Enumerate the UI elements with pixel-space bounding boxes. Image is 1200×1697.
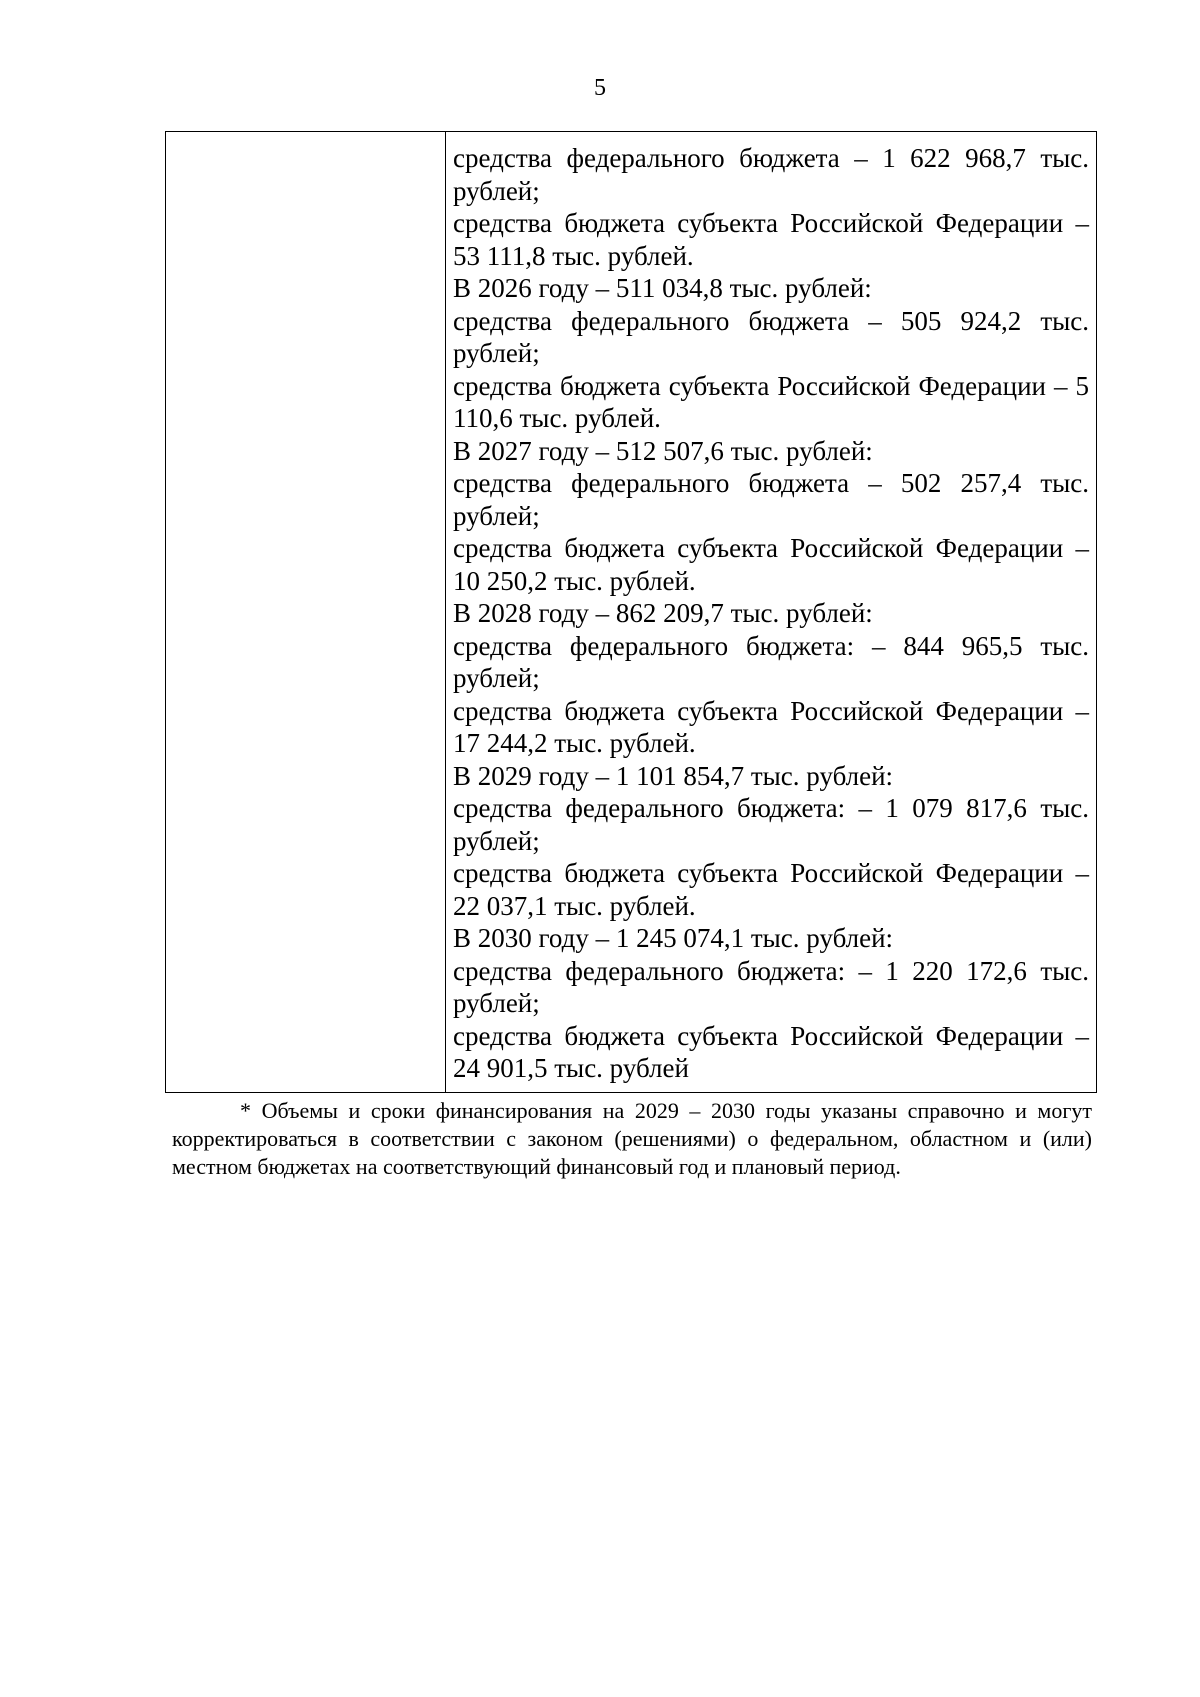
- table-row: [166, 132, 1097, 1093]
- financing-line: средства федерального бюджета: – 1 079 817,6 тыс. рублей;: [453, 793, 1089, 856]
- financing-line: средства федерального бюджета – 1 622 968,7 тыс. рублей;: [453, 143, 1089, 206]
- financing-line: средства бюджета субъекта Российской Федерации – 10 250,2 тыс. рублей.: [453, 533, 1089, 596]
- table-cell-right: [446, 132, 1097, 1093]
- financing-line: В 2030 году – 1 245 074,1 тыс. рублей:: [453, 923, 894, 953]
- page-number: 5: [594, 75, 606, 101]
- footnote: * Объемы и сроки финансирования на 2029 – 2030 годы указаны справочно и могут корректироваться в соответствии с законом (решениями) о федеральном, областном и (или) местном бюджетах на соответствующий финансовый год и плановый период.: [172, 1098, 1092, 1179]
- table-cell-left: [166, 132, 446, 1093]
- financing-line: В 2029 году – 1 101 854,7 тыс. рублей:: [453, 760, 894, 791]
- financing-line: средства федерального бюджета – 505 924,2 тыс. рублей;: [453, 305, 1089, 368]
- financing-line: средства бюджета субъекта Российской Федерации – 24 901,5 тыс. рублей: [453, 1020, 1089, 1083]
- financing-table: [165, 131, 1097, 1093]
- financing-line: средства бюджета субъекта Российской Федерации – 53 111,8 тыс. рублей.: [453, 208, 1089, 271]
- financing-line: средства федерального бюджета – 502 257,4 тыс. рублей;: [453, 468, 1089, 531]
- financing-line: средства бюджета субъекта Российской Федерации – 5 110,6 тыс. рублей.: [453, 370, 1089, 433]
- financing-line: средства бюджета субъекта Российской Федерации – 22 037,1 тыс. рублей.: [453, 858, 1089, 921]
- financing-line: средства бюджета субъекта Российской Федерации – 17 244,2 тыс. рублей.: [453, 695, 1089, 758]
- financing-details: [446, 132, 1096, 1085]
- financing-line: В 2027 году – 512 507,6 тыс. рублей:: [453, 435, 873, 466]
- financing-line: В 2026 году – 511 034,8 тыс. рублей:: [453, 273, 872, 303]
- financing-line: средства федерального бюджета: – 1 220 172,6 тыс. рублей;: [453, 955, 1089, 1018]
- financing-line: средства федерального бюджета: – 844 965,5 тыс. рублей;: [453, 630, 1089, 693]
- financing-line: В 2028 году – 862 209,7 тыс. рублей:: [453, 598, 873, 628]
